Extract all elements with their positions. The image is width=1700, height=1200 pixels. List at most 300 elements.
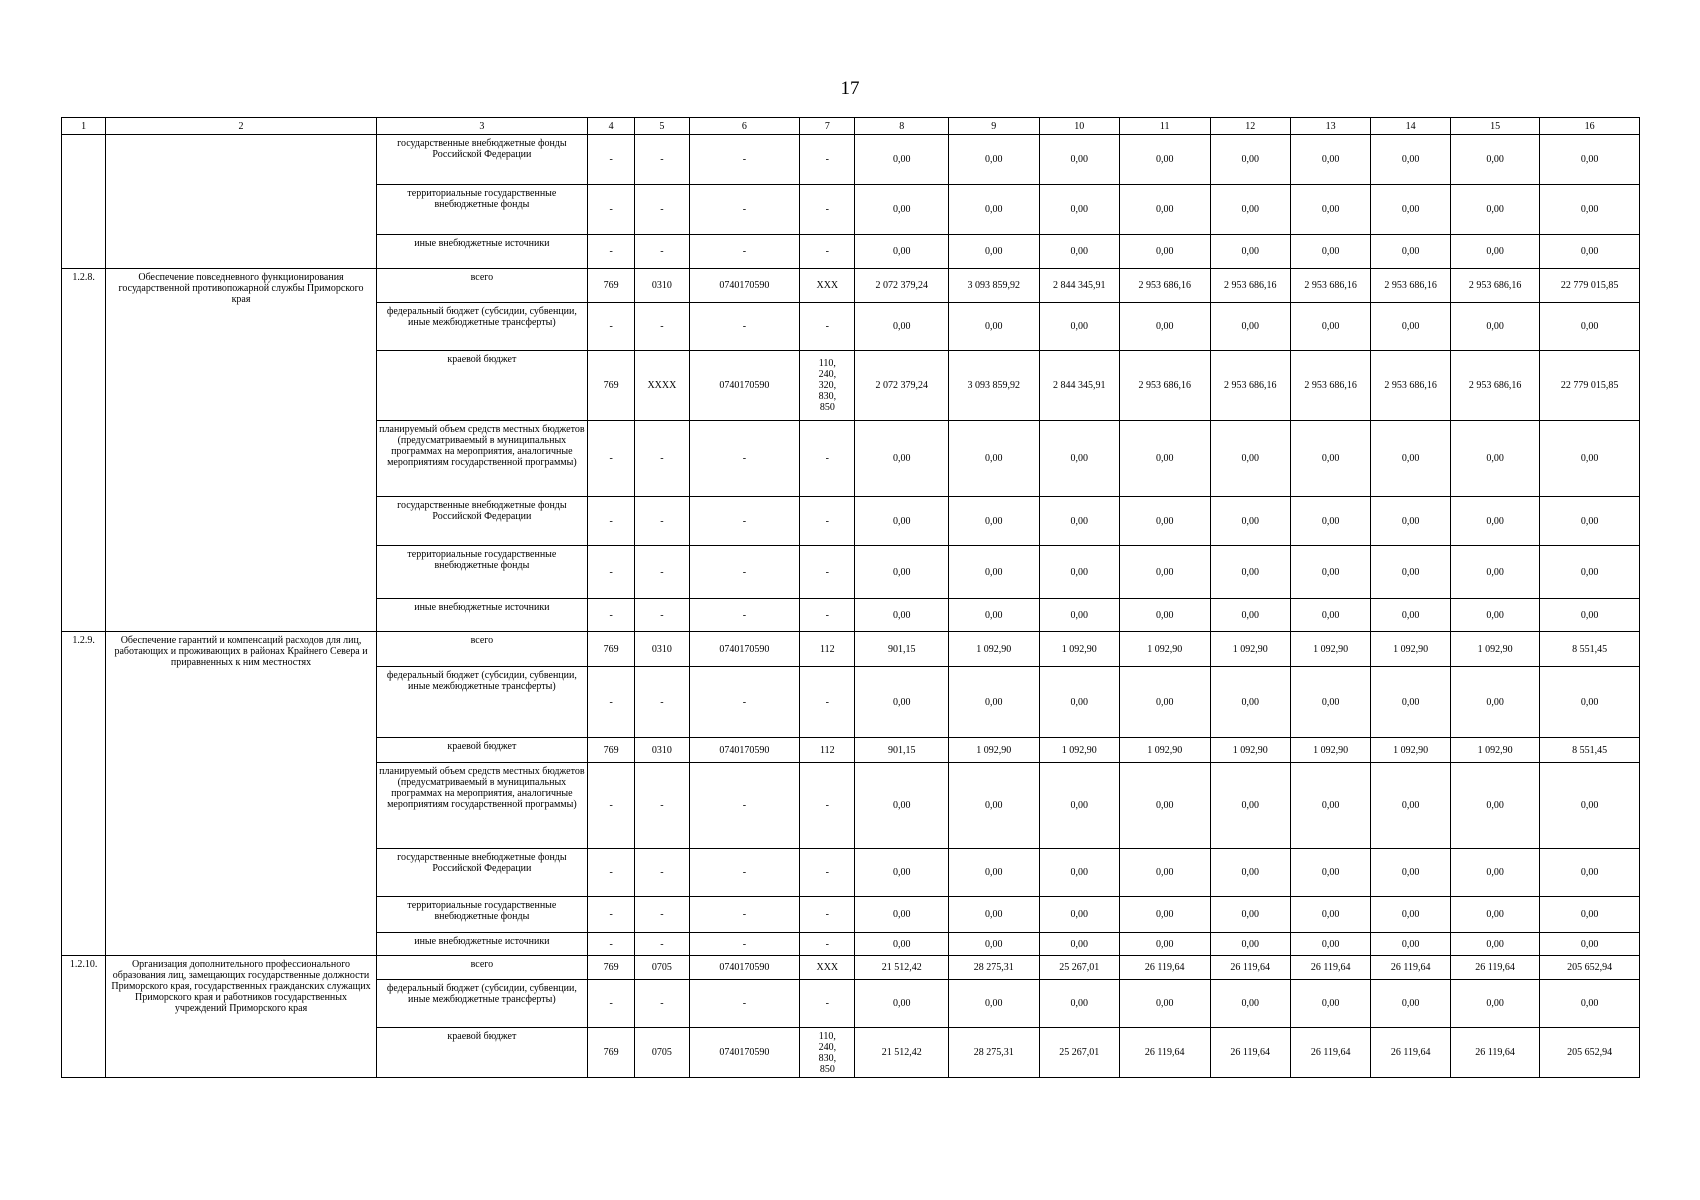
amount-cell: 0,00 [855,599,949,632]
amount-cell: 0,00 [855,135,949,185]
budget-code-cell: - [689,897,800,933]
amount-cell: 0,00 [1039,185,1119,235]
budget-code-cell: - [587,135,634,185]
amount-cell: 0,00 [1290,933,1370,956]
budget-table [61,117,1640,1078]
amount-cell: 26 119,64 [1119,956,1210,980]
budget-code-cell: XXX [800,269,855,303]
funding-source: планируемый объем средств местных бюджетов (предусматриваемый в муниципальных программах на мероприятия, аналогичные мероприятиям государственной программы) [376,763,587,849]
amount-cell: 2 953 686,16 [1371,269,1450,303]
amount-cell: 901,15 [855,738,949,763]
budget-code-cell: - [689,303,800,351]
amount-cell: 0,00 [949,235,1040,269]
budget-code-cell: - [689,497,800,546]
page-number: 17 [840,78,860,99]
column-header: 16 [1540,118,1640,135]
budget-code-cell: - [689,135,800,185]
item-number: 1.2.10. [62,956,106,1078]
budget-code-cell: - [587,599,634,632]
funding-source: иные внебюджетные источники [376,235,587,269]
budget-code-cell: - [635,497,689,546]
amount-cell: 0,00 [1119,763,1210,849]
amount-cell: 0,00 [1371,546,1450,599]
amount-cell: 0,00 [1371,667,1450,738]
budget-code-cell: - [635,546,689,599]
amount-cell: 0,00 [1371,235,1450,269]
column-header: 13 [1290,118,1370,135]
budget-code-cell: - [800,185,855,235]
amount-cell: 1 092,90 [1119,738,1210,763]
code-line: 830, [818,1052,837,1064]
column-header: 7 [800,118,855,135]
amount-cell: 0,00 [1290,667,1370,738]
amount-cell: 1 092,90 [1039,632,1119,667]
budget-code-cell: - [587,235,634,269]
budget-code-cell: - [587,546,634,599]
amount-cell: 901,15 [855,632,949,667]
amount-cell: 0,00 [1210,546,1290,599]
amount-cell: 0,00 [1119,980,1210,1028]
funding-source: территориальные государственные внебюджетные фонды [376,897,587,933]
budget-code-cell: - [635,980,689,1028]
amount-cell: 2 953 686,16 [1210,269,1290,303]
column-header: 12 [1210,118,1290,135]
budget-code-cell: - [689,933,800,956]
amount-cell: 0,00 [1290,235,1370,269]
amount-cell: 0,00 [1540,667,1640,738]
code-line: 850 [819,1063,835,1075]
code-line: 320, [818,380,837,391]
amount-cell: 26 119,64 [1450,1028,1540,1078]
amount-cell: 0,00 [855,897,949,933]
amount-cell: 0,00 [949,185,1040,235]
amount-cell: 2 953 686,16 [1371,351,1450,421]
budget-code-cell: - [800,235,855,269]
amount-cell: 0,00 [855,235,949,269]
amount-cell: 0,00 [1039,849,1119,897]
budget-code-cell: - [635,763,689,849]
amount-cell: 0,00 [1119,421,1210,497]
amount-cell: 0,00 [1290,497,1370,546]
funding-source: государственные внебюджетные фонды Российской Федерации [376,849,587,897]
amount-cell: 1 092,90 [1210,632,1290,667]
budget-code-cell: - [635,303,689,351]
budget-code-cell: 769 [587,956,634,980]
budget-code-cell: - [689,185,800,235]
amount-cell: 0,00 [1210,849,1290,897]
amount-cell: 0,00 [1290,980,1370,1028]
budget-code-cell: - [800,763,855,849]
amount-cell: 0,00 [1540,763,1640,849]
budget-code-cell: - [635,599,689,632]
budget-code-cell: 0740170590 [689,269,800,303]
amount-cell: 1 092,90 [1371,738,1450,763]
amount-cell: 0,00 [1450,421,1540,497]
amount-cell: 0,00 [1371,599,1450,632]
amount-cell: 0,00 [1450,599,1540,632]
column-header: 5 [635,118,689,135]
amount-cell: 2 072 379,24 [855,269,949,303]
budget-code-cell: - [800,599,855,632]
item-number: 1.2.8. [62,269,106,632]
budget-code-cell: - [800,849,855,897]
amount-cell: 0,00 [1450,980,1540,1028]
amount-cell: 0,00 [1450,185,1540,235]
amount-cell: 8 551,45 [1540,738,1640,763]
budget-code-cell: - [587,421,634,497]
amount-cell: 26 119,64 [1210,1028,1290,1078]
amount-cell: 0,00 [1210,235,1290,269]
amount-cell: 205 652,94 [1540,956,1640,980]
amount-cell: 0,00 [855,933,949,956]
code-line: 240, [818,369,837,380]
amount-cell: 0,00 [855,185,949,235]
amount-cell: 0,00 [1540,235,1640,269]
budget-code-cell: - [587,933,634,956]
amount-cell: 0,00 [1039,135,1119,185]
budget-code-cell: 112 [800,632,855,667]
amount-cell: 0,00 [1290,303,1370,351]
budget-code-cell: 0310 [635,738,689,763]
amount-cell: 2 953 686,16 [1210,351,1290,421]
amount-cell: 0,00 [855,667,949,738]
budget-code-cell: - [587,667,634,738]
amount-cell: 0,00 [1210,497,1290,546]
column-header: 9 [949,118,1040,135]
amount-cell: 0,00 [1210,763,1290,849]
amount-cell: 0,00 [855,980,949,1028]
budget-code-cell: - [635,185,689,235]
column-header: 6 [689,118,800,135]
code-line: 850 [819,402,835,413]
amount-cell: 0,00 [1119,933,1210,956]
budget-code-cell: XXX [800,956,855,980]
budget-code-cell: 0310 [635,632,689,667]
amount-cell: 205 652,94 [1540,1028,1640,1078]
funding-source: планируемый объем средств местных бюджетов (предусматриваемый в муниципальных программах на мероприятия, аналогичные мероприятиям государственной программы) [376,421,587,497]
item-name [106,135,377,269]
amount-cell: 0,00 [1540,599,1640,632]
amount-cell: 0,00 [1450,667,1540,738]
amount-cell: 28 275,31 [949,1028,1040,1078]
amount-cell: 0,00 [1210,599,1290,632]
amount-cell: 26 119,64 [1450,956,1540,980]
amount-cell: 2 953 686,16 [1450,351,1540,421]
funding-source: краевой бюджет [376,738,587,763]
table-body [62,135,1640,1078]
amount-cell: 0,00 [1290,599,1370,632]
amount-cell: 0,00 [1450,897,1540,933]
budget-code-cell: - [587,897,634,933]
budget-code-cell: - [800,933,855,956]
amount-cell: 0,00 [1210,303,1290,351]
item-number [62,135,106,269]
amount-cell: 0,00 [1450,235,1540,269]
amount-cell: 1 092,90 [949,738,1040,763]
item-number: 1.2.9. [62,632,106,956]
budget-code-cell: - [800,667,855,738]
amount-cell: 0,00 [855,303,949,351]
code-line: 110, [818,358,836,369]
code-line: 240, [818,1041,837,1053]
amount-cell: 0,00 [1371,849,1450,897]
funding-source: иные внебюджетные источники [376,933,587,956]
amount-cell: 1 092,90 [1450,738,1540,763]
budget-code-cell: - [635,135,689,185]
amount-cell: 0,00 [1119,897,1210,933]
budget-code-cell: - [635,421,689,497]
amount-cell: 0,00 [949,763,1040,849]
table-row [62,269,1640,303]
amount-cell: 2 844 345,91 [1039,351,1119,421]
amount-cell: 0,00 [1371,185,1450,235]
amount-cell: 26 119,64 [1371,956,1450,980]
amount-cell: 2 953 686,16 [1119,351,1210,421]
budget-code-cell: - [587,849,634,897]
amount-cell: 0,00 [1450,849,1540,897]
budget-code-cell: - [800,135,855,185]
amount-cell: 21 512,42 [855,956,949,980]
budget-code-cell: 0705 [635,1028,689,1078]
amount-cell: 21 512,42 [855,1028,949,1078]
amount-cell: 0,00 [1540,933,1640,956]
budget-code-cell: 0310 [635,269,689,303]
funding-source: всего [376,269,587,303]
amount-cell: 26 119,64 [1290,1028,1370,1078]
amount-cell: 0,00 [1371,763,1450,849]
amount-cell: 0,00 [1540,546,1640,599]
amount-cell: 0,00 [855,546,949,599]
amount-cell: 0,00 [855,763,949,849]
budget-code-cell [800,1028,855,1078]
amount-cell: 2 953 686,16 [1290,351,1370,421]
amount-cell: 0,00 [949,497,1040,546]
amount-cell: 0,00 [1290,849,1370,897]
budget-code-cell: - [635,897,689,933]
amount-cell: 0,00 [1119,303,1210,351]
budget-code-cell: XXXX [635,351,689,421]
column-header: 1 [62,118,106,135]
budget-code-cell: 769 [587,1028,634,1078]
amount-cell: 0,00 [1540,185,1640,235]
amount-cell: 2 953 686,16 [1119,269,1210,303]
budget-code-cell [800,351,855,421]
amount-cell: 0,00 [1371,933,1450,956]
budget-code-cell: 0740170590 [689,351,800,421]
amount-cell: 2 953 686,16 [1290,269,1370,303]
amount-cell: 1 092,90 [1119,632,1210,667]
amount-cell: 26 119,64 [1371,1028,1450,1078]
amount-cell: 1 092,90 [1039,738,1119,763]
column-header: 2 [106,118,377,135]
budget-code-cell: 769 [587,632,634,667]
amount-cell: 22 779 015,85 [1540,351,1640,421]
amount-cell: 0,00 [1540,303,1640,351]
amount-cell: 0,00 [949,303,1040,351]
amount-cell: 0,00 [1371,897,1450,933]
funding-source: государственные внебюджетные фонды Российской Федерации [376,497,587,546]
funding-source: федеральный бюджет (субсидии, субвенции, иные межбюджетные трансферты) [376,667,587,738]
amount-cell: 0,00 [1450,763,1540,849]
item-name: Организация дополнительного профессионального образования лиц, замещающих государственные должности Приморского края, государственных гражданских служащих Приморского края и работников государственных учреждений Приморского края [106,956,377,1078]
amount-cell: 0,00 [1540,135,1640,185]
amount-cell: 0,00 [1290,763,1370,849]
funding-source: всего [376,956,587,980]
budget-code-cell: - [587,185,634,235]
amount-cell: 1 092,90 [1210,738,1290,763]
amount-cell: 0,00 [949,599,1040,632]
amount-cell: 25 267,01 [1039,956,1119,980]
amount-cell: 0,00 [949,546,1040,599]
amount-cell: 0,00 [1210,421,1290,497]
column-header: 11 [1119,118,1210,135]
amount-cell: 0,00 [1540,980,1640,1028]
funding-source: всего [376,632,587,667]
budget-code-cell: - [689,849,800,897]
budget-code-cell: 112 [800,738,855,763]
amount-cell: 0,00 [1039,421,1119,497]
amount-cell: 0,00 [1039,546,1119,599]
column-header: 3 [376,118,587,135]
budget-code-cell: - [800,303,855,351]
amount-cell: 0,00 [1540,421,1640,497]
budget-code-cell: - [587,980,634,1028]
item-name: Обеспечение гарантий и компенсаций расходов для лиц, работающих и проживающих в районах Крайнего Севера и приравненных к ним местностях [106,632,377,956]
amount-cell: 1 092,90 [949,632,1040,667]
column-header: 15 [1450,118,1540,135]
budget-code-cell: 0740170590 [689,1028,800,1078]
amount-cell: 0,00 [1119,497,1210,546]
table-row [62,135,1640,185]
amount-cell: 0,00 [1290,546,1370,599]
amount-cell: 1 092,90 [1450,632,1540,667]
amount-cell: 1 092,90 [1290,738,1370,763]
amount-cell: 0,00 [1210,135,1290,185]
amount-cell: 0,00 [949,421,1040,497]
amount-cell: 0,00 [1290,421,1370,497]
amount-cell: 0,00 [949,897,1040,933]
amount-cell: 0,00 [1039,897,1119,933]
amount-cell: 0,00 [1039,933,1119,956]
budget-code-cell: - [635,933,689,956]
amount-cell: 0,00 [855,849,949,897]
budget-code-cell: - [800,546,855,599]
table-row [62,632,1640,667]
funding-source: иные внебюджетные источники [376,599,587,632]
code-line: 110, [818,1030,836,1042]
amount-cell: 22 779 015,85 [1540,269,1640,303]
amount-cell: 0,00 [1450,933,1540,956]
amount-cell: 0,00 [1371,421,1450,497]
budget-code-cell: - [689,599,800,632]
budget-code-cell: - [689,546,800,599]
amount-cell: 0,00 [1210,980,1290,1028]
amount-cell: 0,00 [1039,497,1119,546]
budget-code-cell: - [689,763,800,849]
amount-cell: 0,00 [949,980,1040,1028]
budget-code-cell: - [587,763,634,849]
amount-cell: 0,00 [1119,235,1210,269]
funding-source: краевой бюджет [376,351,587,421]
amount-cell: 0,00 [1210,667,1290,738]
amount-cell: 0,00 [1210,185,1290,235]
amount-cell: 26 119,64 [1290,956,1370,980]
amount-cell: 0,00 [855,421,949,497]
amount-cell: 0,00 [1119,849,1210,897]
column-header: 8 [855,118,949,135]
budget-code-cell: 0740170590 [689,738,800,763]
budget-code-cell: - [689,980,800,1028]
amount-cell: 0,00 [1119,546,1210,599]
amount-cell: 0,00 [1450,135,1540,185]
budget-code-cell: - [587,303,634,351]
amount-cell: 0,00 [949,849,1040,897]
budget-code-cell: 0740170590 [689,632,800,667]
amount-cell: 0,00 [1450,497,1540,546]
amount-cell: 0,00 [1371,303,1450,351]
funding-source: федеральный бюджет (субсидии, субвенции, иные межбюджетные трансферты) [376,303,587,351]
amount-cell: 8 551,45 [1540,632,1640,667]
budget-code-cell: - [800,897,855,933]
amount-cell: 0,00 [1210,933,1290,956]
budget-code-cell: - [800,421,855,497]
funding-source: территориальные государственные внебюджетные фонды [376,185,587,235]
amount-cell: 0,00 [1371,135,1450,185]
table-header [62,118,1640,135]
amount-cell: 26 119,64 [1210,956,1290,980]
amount-cell: 0,00 [1119,135,1210,185]
budget-code-cell: - [635,667,689,738]
budget-code-cell: - [635,235,689,269]
budget-code-cell: 0740170590 [689,956,800,980]
amount-cell: 25 267,01 [1039,1028,1119,1078]
amount-cell: 0,00 [1039,763,1119,849]
amount-cell: 0,00 [1290,897,1370,933]
amount-cell: 0,00 [1290,135,1370,185]
amount-cell: 0,00 [949,667,1040,738]
budget-code-cell: - [689,667,800,738]
amount-cell: 0,00 [1210,897,1290,933]
amount-cell: 0,00 [1119,185,1210,235]
amount-cell: 0,00 [1540,897,1640,933]
amount-cell: 0,00 [1039,303,1119,351]
amount-cell: 0,00 [1371,980,1450,1028]
budget-code-cell: 769 [587,269,634,303]
budget-code-cell: - [587,497,634,546]
amount-cell: 0,00 [855,497,949,546]
funding-source: федеральный бюджет (субсидии, субвенции, иные межбюджетные трансферты) [376,980,587,1028]
budget-code-cell: 0705 [635,956,689,980]
amount-cell: 28 275,31 [949,956,1040,980]
amount-cell: 0,00 [1450,303,1540,351]
column-header: 10 [1039,118,1119,135]
column-header: 4 [587,118,634,135]
funding-source: краевой бюджет [376,1028,587,1078]
amount-cell: 0,00 [1540,497,1640,546]
table-row [62,956,1640,980]
amount-cell: 0,00 [1290,185,1370,235]
amount-cell: 1 092,90 [1371,632,1450,667]
funding-source: государственные внебюджетные фонды Российской Федерации [376,135,587,185]
amount-cell: 2 953 686,16 [1450,269,1540,303]
amount-cell: 0,00 [949,135,1040,185]
budget-code-cell: - [689,235,800,269]
amount-cell: 0,00 [1371,497,1450,546]
funding-source: территориальные государственные внебюджетные фонды [376,546,587,599]
amount-cell: 0,00 [1119,667,1210,738]
item-name: Обеспечение повседневного функционирования государственной противопожарной службы Приморского края [106,269,377,632]
amount-cell: 0,00 [1039,599,1119,632]
